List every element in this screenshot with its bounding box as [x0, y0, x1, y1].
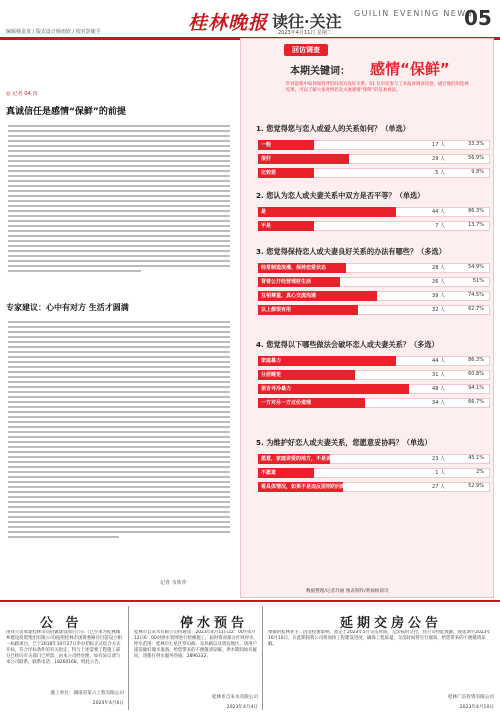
answer-percent: 60.8%: [468, 371, 484, 377]
notice-sign-water: 桂林市自来水有限公司: [212, 695, 258, 700]
keyword-label: 本期关键词：: [290, 66, 350, 77]
answer-count: 34 人: [432, 400, 445, 406]
answer-percent: 45.1%: [468, 455, 484, 461]
survey-answer-row: [258, 154, 490, 164]
answer-percent: 51%: [472, 278, 484, 284]
article-reporter: 记者 韦欣冲: [160, 580, 187, 586]
answer-percent: 66.7%: [468, 399, 484, 405]
article-kicker: ◎ 记者 04 田: [6, 91, 38, 97]
answer-count: 23 人: [432, 456, 445, 462]
notice-sign-delay: 桂林广信投资有限公司: [448, 695, 494, 700]
notice-date-announcement: 2023年4月6日: [92, 701, 124, 706]
answer-percent: 94.1%: [468, 385, 484, 391]
answer-label: 语言寻冷暴力: [261, 386, 292, 392]
answer-percent: 9.8%: [471, 169, 484, 175]
survey-answer-row: [258, 384, 490, 394]
answer-label: 分居睡觉: [261, 372, 282, 378]
survey-answer-row: [258, 140, 490, 150]
answer-percent: 86.3%: [468, 208, 484, 214]
survey-question-title: 5. 为维护好恋人或夫妻关系，您愿意妥协吗？（单选）: [256, 438, 432, 447]
survey-infographic: [240, 38, 494, 598]
survey-question-title: 4. 您觉得以下哪些做法会破坏恋人或夫妻关系？（多选）: [256, 340, 439, 349]
survey-answer-row: [258, 221, 490, 231]
answer-label: 愿意，家庭讲爱的地方，不是讲道理的地方: [261, 456, 357, 462]
answer-percent: 86.3%: [468, 357, 484, 363]
answer-bar-fill: [258, 154, 349, 164]
section-name: 读往·关注: [272, 12, 342, 31]
survey-answer-row: [258, 263, 490, 273]
survey-answer-row: [258, 482, 490, 492]
answer-label: 互相尊重、真心交流沟通: [261, 293, 317, 299]
survey-answer-row: [258, 370, 490, 380]
survey-badge: 回访调查: [284, 44, 328, 56]
answer-count: 29 人: [432, 156, 445, 162]
answer-label: 不是: [261, 223, 272, 229]
article-body-part2: [8, 318, 230, 541]
infographic-credit: 数据整理/记者苏丽 图表制作/黄福杨晨诗: [306, 589, 389, 594]
keyword-value: 感情“保鲜”: [370, 60, 450, 78]
column-divider: [128, 606, 129, 710]
survey-answer-row: [258, 454, 490, 464]
survey-answer-row: [258, 277, 490, 287]
answer-percent: 13.7%: [468, 222, 484, 228]
answer-count: 31 人: [432, 372, 445, 378]
survey-answer-row: [258, 398, 490, 408]
article-subtitle: 专家建议：心中有对方 生活才圆满: [6, 303, 129, 312]
answer-label: 看具体情况，如果不是违反原则的问题，可以妥协: [261, 484, 372, 490]
notice-date-delay: 2023年4月10日: [459, 705, 494, 710]
notice-title-water: 停水预告: [180, 616, 249, 631]
survey-answer-row: [258, 207, 490, 217]
answer-count: 5 人: [435, 170, 445, 176]
answer-count: 39 人: [432, 293, 445, 299]
answer-label: 是: [261, 209, 267, 215]
answer-label: 以上都很有用: [261, 307, 292, 313]
answer-label: 家庭暴力: [261, 358, 282, 364]
article-body-part1: [8, 122, 230, 275]
answer-label: 不愿意: [261, 470, 277, 476]
answer-label: 一方对另一方过份道理: [261, 400, 312, 406]
paper-english-name: GUILIN EVENING NEWS: [354, 9, 474, 18]
notice-title-delay: 延期交房公告: [340, 616, 443, 631]
answer-count: 32 人: [432, 307, 445, 313]
answer-percent: 52.9%: [468, 483, 484, 489]
notice-body-announcement: 由我公司承建桂林市向府镇建设项目公示（已至本为桂林城乡建设投资集团有限公司)按照桂林市国资委路径目前设立相一标路项目，已于2018年10月27日举办招标正式综合方式开标，符合评标条件的有关指定，特与上述需要工程施工部分已经向有关部门已所需，由本公司经处理，如有异议请与本公司联系，联系电话：18260168，特此公告。: [6, 630, 122, 665]
survey-answer-row: [258, 356, 490, 366]
notice-body-water: 桂林市自来水有限公司特通知：2023年4月11日22：00至4月12日6：00对供水管网进行检修施工，届时将对部分区域停水，停水范围：桂林市七星区穿山路、东环路以及周边地区。请用户提前做好储水准备，给您带来的不便敬请谅解。停水期间如有疑问，请拨打供水服务热线：2896332。: [134, 630, 258, 659]
answer-count: 44 人: [432, 209, 445, 215]
answer-label: 比较差: [261, 170, 277, 176]
answer-count: 27 人: [432, 484, 445, 490]
column-divider: [262, 606, 263, 710]
answer-label: 很好: [261, 156, 272, 162]
answer-label: 背着公开经营理财生活: [261, 279, 312, 285]
issue-date: 2023年4月11日 星期二: [278, 30, 332, 36]
answer-count: 1 人: [435, 470, 445, 476]
bottom-divider: [0, 600, 500, 602]
survey-answer-row: [258, 168, 490, 178]
article-title: 真诚信任是感情“保鲜”的前提: [6, 107, 126, 117]
answer-percent: 56.9%: [468, 155, 484, 161]
answer-count: 48 人: [432, 386, 445, 392]
answer-percent: 54.9%: [468, 264, 484, 270]
answer-label: 一般: [261, 142, 272, 148]
answer-count: 26 人: [432, 279, 445, 285]
answer-percent: 33.3%: [468, 141, 484, 147]
editor-credits: 编辑杨金龙 / 版式设计杨雨欣 / 校对彭婕平: [6, 29, 101, 35]
answer-percent: 74.5%: [468, 292, 484, 298]
answer-count: 7 人: [435, 223, 445, 229]
answer-count: 17 人: [432, 142, 445, 148]
answer-percent: 2%: [476, 469, 484, 475]
survey-question-title: 3. 您觉得保持恋人或夫妻良好关系的办法有哪些？（多选）: [256, 247, 446, 256]
survey-question-title: 1. 您觉得您与恋人或爱人的关系如何？（单选）: [256, 124, 410, 133]
notice-date-water: 2023年4月4日: [226, 705, 258, 710]
answer-count: 28 人: [432, 265, 445, 271]
survey-intro: 针对最新中如何保持伴侣间双方良好关系，51 位市民参与了本报对调查问卷，通过他们的选择结果，可以了解大家对情侣及夫妻感情“保鲜”的基本看法。: [286, 82, 469, 93]
notice-title-announcement: 公 告: [40, 616, 83, 631]
notice-sign-announcement: 施工单位：湖南省第六工程有限公司: [50, 691, 124, 696]
answer-percent: 62.7%: [468, 306, 484, 312]
survey-question-title: 2. 您认为恋人或夫妻关系中双方是否平等？（单选）: [256, 191, 425, 200]
notice-body-delay: 尊敬的桂林业主：因受疫情影响，原定于2023年5月交房时间，无法按时交付，我公司特此致歉，现延期至2023年10月10日。在此期间我公司将加快工程建设进度，确保工程质量，交房时间将另行通知，给您带来的不便敬请谅解。: [268, 630, 491, 647]
answer-bar-fill: [258, 207, 396, 217]
survey-answer-row: [258, 468, 490, 478]
survey-answer-row: [258, 291, 490, 301]
answer-label: 经常制造浪漫、保持恋爱状态: [261, 265, 327, 271]
answer-count: 44 人: [432, 358, 445, 364]
newspaper-logo: 桂林晚报: [188, 12, 269, 34]
page-number: 05: [464, 6, 492, 30]
survey-answer-row: [258, 305, 490, 315]
